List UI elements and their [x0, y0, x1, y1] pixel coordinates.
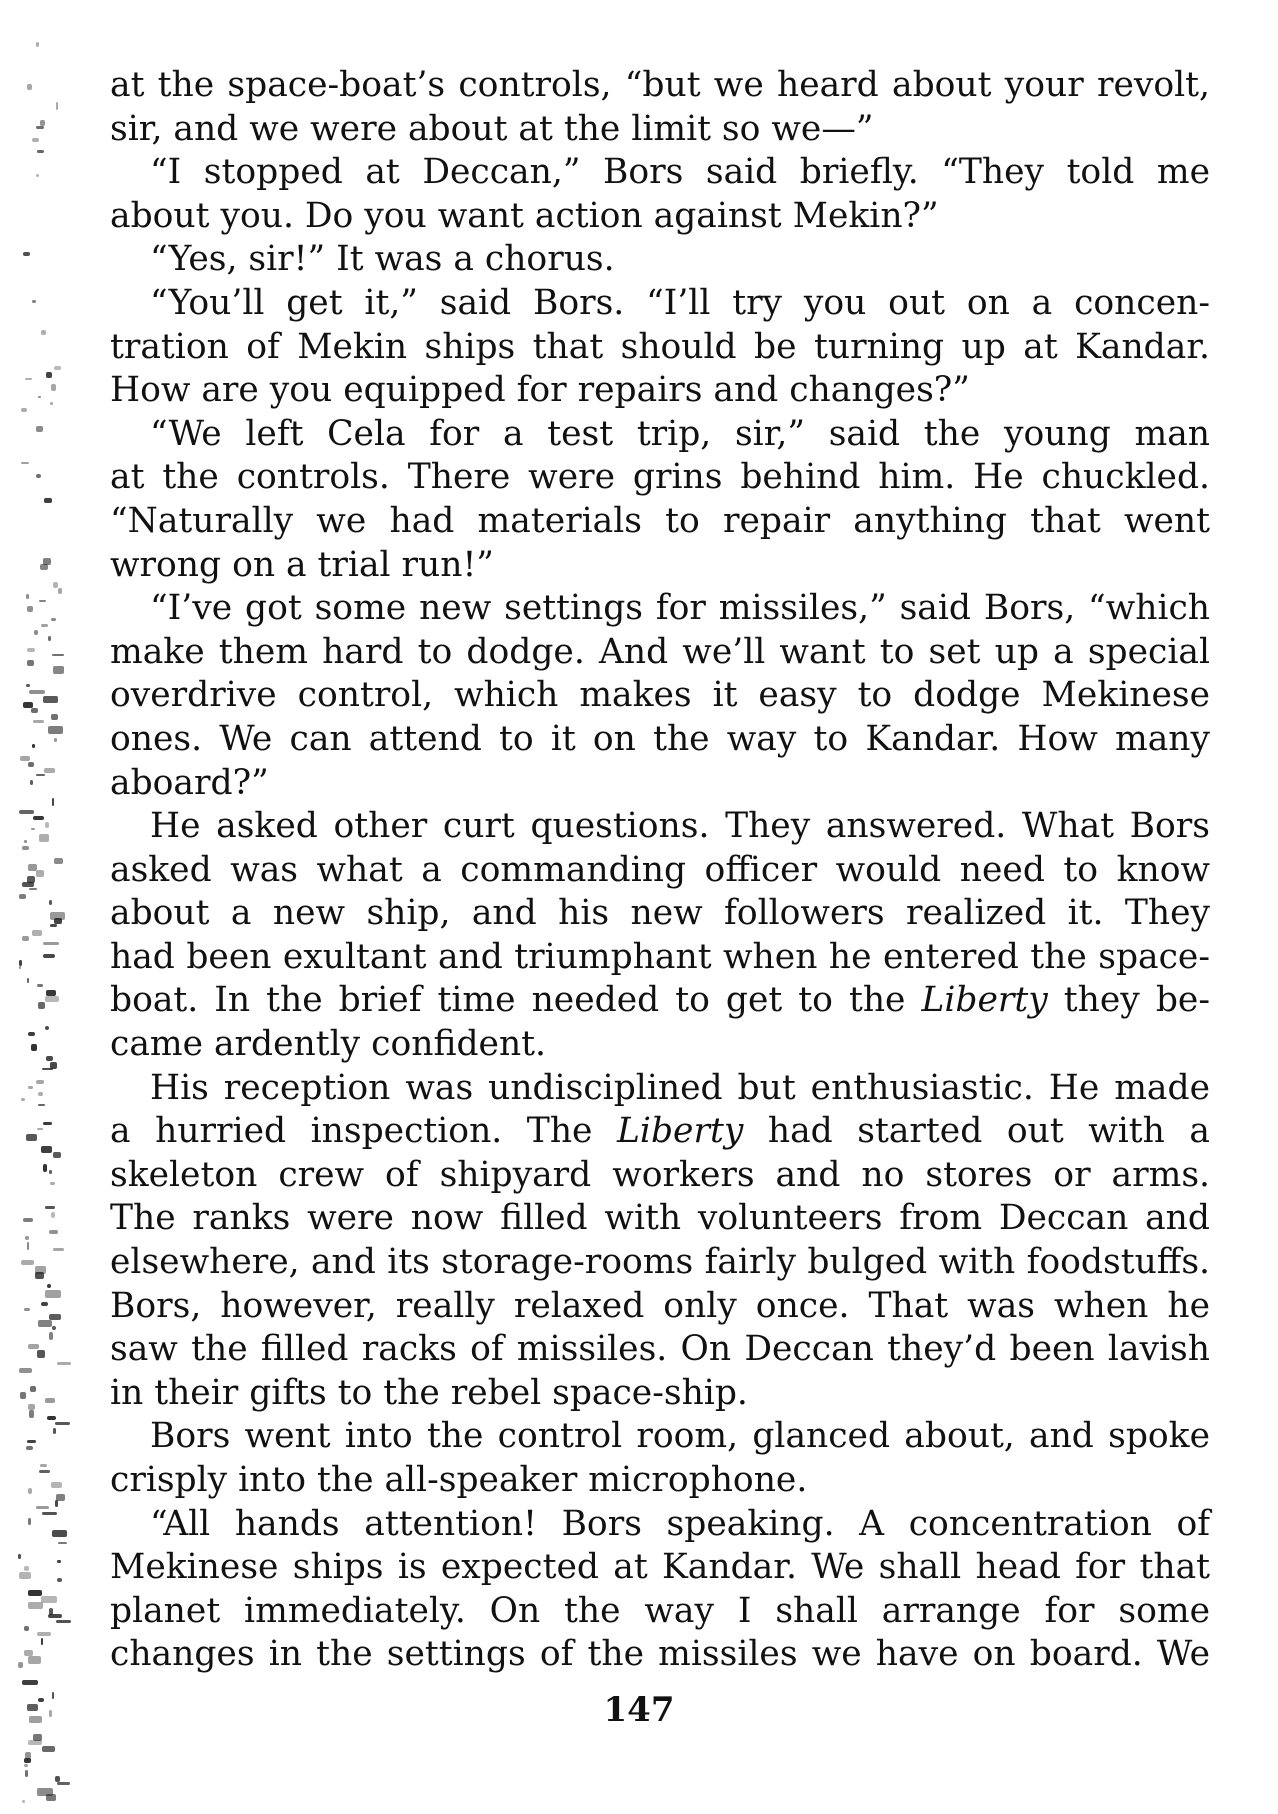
text-line: aboard?”	[110, 762, 269, 803]
text-line: make them hard to dodge. And we’ll want to set up a special	[110, 631, 1210, 672]
scan-speck	[28, 1740, 43, 1745]
text-line: Mekinese ships is expected at Kandar. We shall head for that	[110, 1547, 1210, 1588]
scan-speck	[36, 426, 43, 432]
scan-speck	[36, 126, 44, 129]
scan-speck	[44, 768, 54, 773]
scan-speck	[36, 1506, 49, 1509]
scan-speck	[31, 708, 38, 713]
scan-speck	[38, 396, 42, 398]
scan-speck	[42, 1512, 56, 1515]
scan-speck	[48, 726, 63, 734]
scan-speck	[53, 1248, 64, 1251]
scan-speck	[42, 1746, 56, 1752]
scan-speck	[47, 1284, 50, 1288]
scan-speck	[42, 1068, 54, 1070]
scan-speck	[28, 1602, 43, 1609]
scan-speck	[56, 1620, 71, 1623]
scan-speck	[45, 822, 49, 828]
text-line: about a new ship, and his new followers realized it. They	[110, 893, 1210, 934]
scan-speck	[38, 1002, 45, 1009]
text-line: “You’ll get it,” said Bors. “I’ll try you out on a concen-	[150, 282, 1210, 323]
scan-speck	[29, 690, 45, 694]
scan-speck	[26, 1134, 37, 1141]
scan-speck	[38, 1320, 52, 1327]
scan-speck	[18, 1554, 21, 1559]
text-line: sir, and we were about at the limit so we—”	[110, 108, 874, 149]
scan-speck	[25, 1236, 29, 1240]
scan-speck	[24, 1308, 30, 1311]
scan-speck	[58, 1542, 67, 1544]
scan-speck	[32, 930, 42, 936]
scan-speck	[43, 1122, 52, 1125]
scan-speck	[51, 1212, 55, 1218]
scan-speck	[36, 870, 44, 877]
text-line: at the space-boat’s controls, “but we heard about your revolt,	[110, 65, 1210, 105]
scan-speck	[49, 1170, 52, 1174]
scan-speck	[20, 756, 30, 761]
scan-speck	[45, 1290, 61, 1298]
scan-speck	[39, 600, 47, 602]
text-line: asked was what a commanding officer would need to know	[110, 849, 1210, 890]
scan-speck	[39, 834, 48, 842]
text-line: “Yes, sir!” It was a chorus.	[150, 239, 615, 280]
scan-speck	[19, 894, 25, 899]
scan-speck	[27, 606, 33, 612]
scan-speck	[19, 810, 34, 814]
scan-speck	[36, 774, 45, 776]
scan-speck	[39, 1470, 50, 1473]
scan-speck	[36, 1080, 45, 1084]
scan-speck	[49, 1230, 58, 1234]
scan-speck	[21, 408, 27, 412]
scan-speck	[26, 684, 29, 687]
text-line: Bors, however, really relaxed only once. That was when he	[110, 1285, 1210, 1326]
scan-speck	[28, 864, 37, 871]
scan-speck	[34, 630, 38, 635]
scan-speck	[41, 1146, 52, 1153]
text-line: planet immediately. On the way I shall arrange for some	[110, 1590, 1210, 1631]
scan-speck	[54, 858, 63, 864]
scan-speck	[57, 1578, 62, 1582]
scan-speck	[19, 1368, 32, 1373]
scan-speck	[35, 1272, 44, 1279]
text-line: “Naturally we had materials to repair anything that went	[110, 500, 1210, 541]
scan-speck	[37, 1128, 42, 1130]
scan-speck	[43, 942, 59, 945]
scan-speck	[24, 1758, 31, 1763]
scan-speck	[58, 588, 63, 594]
scan-speck	[36, 42, 39, 47]
text-line: saw the filled racks of missiles. On Deccan they’d been lavish	[110, 1329, 1210, 1370]
text-line: “We left Cela for a test trip, sir,” said the young man	[150, 413, 1210, 454]
text-line: skeleton crew of shipyard workers and no stores or arms.	[110, 1154, 1210, 1195]
scan-speck	[53, 1428, 56, 1434]
text-line: tration of Mekin ships that should be turning up at Kandar.	[110, 326, 1210, 367]
scan-speck	[19, 1572, 31, 1579]
scan-speck	[37, 150, 44, 153]
scan-speck	[27, 84, 32, 90]
scan-speck	[51, 714, 58, 720]
scan-speck	[36, 474, 42, 478]
scan-speck	[27, 648, 35, 652]
text-line: had been exultant and triumphant when he entered the space-	[110, 936, 1210, 977]
scan-speck	[55, 1500, 58, 1507]
scan-speck	[41, 624, 48, 627]
scan-speck	[24, 1650, 33, 1656]
scan-speck	[33, 720, 44, 723]
scan-speck	[28, 762, 34, 767]
scan-speck	[22, 882, 34, 887]
scan-speck	[31, 828, 35, 830]
scan-speck	[41, 1302, 48, 1306]
scan-speck	[27, 1440, 36, 1443]
scan-speck	[21, 1098, 25, 1101]
scan-speck	[30, 1386, 36, 1392]
scan-speck	[55, 1776, 60, 1782]
scan-speck	[27, 1242, 29, 1250]
text-line: came ardently confident.	[110, 1024, 547, 1065]
scan-speck	[23, 1218, 34, 1222]
scan-speck	[40, 564, 48, 570]
scan-speck	[27, 978, 29, 983]
scan-speck	[52, 654, 64, 656]
scan-speck	[49, 900, 51, 905]
text-line: “I’ve got some new settings for missiles,” said Bors, “which	[150, 588, 1210, 629]
scan-speck	[41, 1638, 43, 1645]
scan-speck	[51, 618, 55, 621]
scan-speck	[57, 1782, 71, 1785]
scan-speck	[37, 984, 43, 987]
text-line: in their gifts to the rebel space-ship.	[110, 1372, 748, 1413]
scan-speck	[50, 402, 54, 405]
scan-speck	[28, 1656, 41, 1664]
scan-speck	[22, 936, 29, 941]
scan-speck	[55, 1422, 71, 1425]
text-line: overdrive control, which makes it easy to dodge Mekinese	[110, 675, 1210, 716]
scan-speck	[30, 780, 33, 785]
scan-speck	[47, 1416, 56, 1420]
scan-speck	[28, 1590, 42, 1596]
scan-speck	[45, 1398, 55, 1403]
scan-speck	[19, 966, 21, 969]
body-text	[110, 64, 1210, 1677]
scan-speck	[29, 1410, 34, 1418]
scan-speck	[53, 582, 58, 588]
scan-speck	[43, 954, 55, 958]
scan-speck	[53, 1152, 61, 1158]
scan-speck	[20, 1392, 26, 1399]
scan-speck	[26, 594, 29, 599]
text-line: at the controls. There were grins behind him. He chuckled.	[110, 457, 1210, 498]
scan-speck	[21, 1260, 35, 1265]
text-line: boat. In the brief time needed to get to the Liberty they be-	[110, 980, 1210, 1021]
scan-speck	[54, 366, 61, 370]
text-line: ones. We can attend to it on the way to Kandar. How many	[110, 718, 1210, 759]
scan-speck	[52, 1326, 57, 1330]
scan-speck	[52, 798, 54, 806]
text-line: Bors went into the control room, glanced about, and spoke	[150, 1416, 1210, 1457]
scan-speck	[22, 1680, 37, 1685]
scan-speck	[38, 1104, 45, 1106]
text-line: “I stopped at Deccan,” Bors said briefly. “They told me	[150, 152, 1210, 193]
scan-speck	[52, 1530, 67, 1537]
scan-speck	[53, 666, 64, 674]
scan-speck	[26, 1446, 33, 1450]
scan-speck	[21, 462, 28, 464]
scan-speck	[41, 1596, 56, 1603]
scan-speck	[36, 174, 39, 177]
scan-speck	[24, 1626, 29, 1631]
scan-speck	[28, 1404, 35, 1410]
scan-speck	[56, 102, 58, 110]
scan-speck	[27, 660, 34, 666]
scan-speck	[45, 1206, 54, 1209]
scan-speck	[24, 840, 27, 843]
text-line: changes in the settings of the missiles we have on board. We	[110, 1634, 1210, 1675]
scan-speck	[25, 378, 32, 380]
text-line: “All hands attention! Bors speaking. A concentration of	[150, 1503, 1210, 1544]
scan-speck	[23, 252, 29, 256]
scan-speck	[54, 738, 57, 742]
text-line: elsewhere, and its storage-rooms fairly bulged with foodstuffs.	[110, 1242, 1210, 1283]
scan-speck	[24, 1566, 29, 1571]
scan-speck	[51, 384, 56, 391]
scan-speck	[57, 1560, 62, 1563]
scan-speck	[22, 846, 29, 850]
text-line: He asked other curt questions. They answered. What Bors	[150, 806, 1210, 847]
scan-speck	[29, 888, 37, 890]
scan-speck	[37, 1350, 45, 1358]
text-line: His reception was undisciplined but enthusiastic. He made	[150, 1067, 1210, 1108]
scan-speck	[32, 300, 36, 303]
text-line: a hurried inspection. The Liberty had started out with a	[110, 1111, 1210, 1152]
scan-speck	[33, 816, 44, 820]
scan-speck	[28, 1344, 39, 1349]
scan-speck	[38, 1092, 44, 1096]
scan-speck	[40, 1464, 48, 1467]
text-line: crisply into the all-speaker microphone.	[110, 1460, 808, 1500]
scan-speck	[28, 1488, 32, 1494]
scan-speck	[32, 744, 35, 748]
scan-speck	[28, 1518, 30, 1525]
scan-speck	[46, 1056, 53, 1061]
scan-speck	[46, 1794, 56, 1801]
scan-speck	[24, 1764, 28, 1767]
scan-speck	[37, 1632, 51, 1636]
scan-speck	[50, 924, 57, 927]
scan-speck	[45, 1026, 49, 1030]
scan-speck	[43, 1164, 46, 1172]
scan-speck	[46, 372, 52, 378]
scan-speck	[41, 330, 45, 335]
scan-speck	[49, 1332, 52, 1340]
scan-speck	[28, 1086, 34, 1089]
scan-speck	[57, 1362, 71, 1365]
scan-speck	[32, 138, 39, 142]
scan-speck	[48, 636, 51, 641]
scan-speck	[48, 1614, 62, 1618]
scan-speck	[25, 1770, 28, 1777]
text-line: about you. Do you want action against Mekin?”	[110, 195, 939, 236]
scan-speck	[45, 996, 59, 1002]
scanned-gutter-edge	[0, 30, 95, 1814]
text-line: The ranks were now filled with volunteers from Deccan and	[110, 1198, 1210, 1239]
text-line: How are you equipped for repairs and changes?”	[110, 370, 970, 411]
scan-speck	[43, 696, 58, 703]
text-line: wrong on a trial run!”	[110, 544, 494, 585]
scan-speck	[44, 498, 51, 503]
scan-speck	[28, 1032, 35, 1036]
scan-speck	[22, 1800, 25, 1803]
page-number: 147	[603, 1690, 675, 1730]
scan-speck	[31, 1044, 37, 1051]
scan-speck	[50, 1182, 55, 1185]
scan-speck	[51, 1482, 62, 1488]
scan-speck	[18, 1662, 23, 1668]
